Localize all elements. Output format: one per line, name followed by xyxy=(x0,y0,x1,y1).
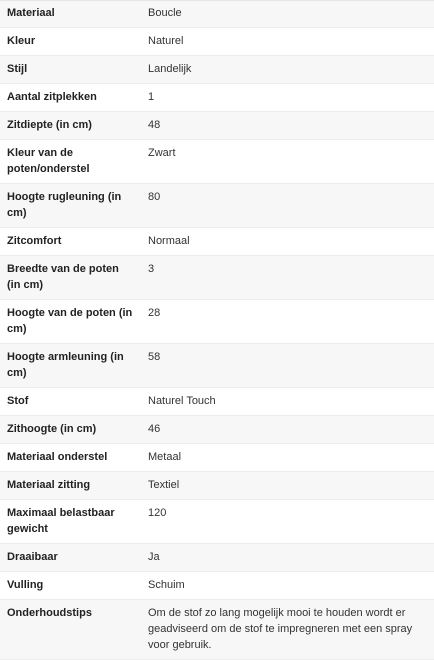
spec-row-vulling xyxy=(0,572,434,600)
spec-row-materiaal-zitting xyxy=(0,472,434,500)
spec-value: Metaal xyxy=(148,451,182,463)
spec-value: 58 xyxy=(148,351,161,363)
spec-row-materiaal-onderstel xyxy=(0,444,434,472)
spec-value: 80 xyxy=(148,191,161,203)
spec-label: Zitcomfort xyxy=(7,235,62,247)
spec-row-breedte-poten xyxy=(0,256,434,300)
spec-label: Zithoogte (in cm) xyxy=(7,423,97,435)
spec-row-aantal-zitplekken xyxy=(0,84,434,112)
spec-label: Hoogte van de poten (in cm) xyxy=(7,307,133,335)
spec-label: Stof xyxy=(7,395,29,407)
spec-value: 3 xyxy=(148,263,155,275)
spec-value: Normaal xyxy=(148,235,190,247)
spec-label: Kleur xyxy=(7,35,36,47)
spec-label: Maximaal belastbaar gewicht xyxy=(7,507,115,535)
spec-row-onderhoudstips xyxy=(0,600,434,660)
spec-value: 48 xyxy=(148,119,161,131)
spec-value: Landelijk xyxy=(148,63,192,75)
spec-row-hoogte-rugleuning xyxy=(0,184,434,228)
spec-value: Naturel xyxy=(148,35,184,47)
spec-label: Aantal zitplekken xyxy=(7,91,97,103)
spec-row-stof xyxy=(0,388,434,416)
spec-value: Schuim xyxy=(148,579,185,591)
spec-value: Zwart xyxy=(148,147,176,159)
spec-value: Om de stof zo lang mogelijk mooi te houden wordt er geadviseerd om de stof te impregneren met een spray voor gebruik. xyxy=(148,607,413,651)
spec-label: Materiaal onderstel xyxy=(7,451,108,463)
spec-value: 1 xyxy=(148,91,155,103)
spec-row-draaibaar xyxy=(0,544,434,572)
spec-row-kleur xyxy=(0,28,434,56)
spec-label: Materiaal zitting xyxy=(7,479,91,491)
spec-label: Materiaal xyxy=(7,7,55,19)
spec-label: Onderhoudstips xyxy=(7,607,92,619)
spec-row-zithoogte xyxy=(0,416,434,444)
spec-label: Draaibaar xyxy=(7,551,58,563)
spec-label: Vulling xyxy=(7,579,44,591)
spec-value: Boucle xyxy=(148,7,182,19)
spec-label: Kleur van de poten/onderstel xyxy=(7,147,90,175)
spec-row-zitdiepte xyxy=(0,112,434,140)
spec-row-materiaal xyxy=(0,0,434,28)
spec-row-zitcomfort xyxy=(0,228,434,256)
spec-row-hoogte-poten xyxy=(0,300,434,344)
spec-value: 28 xyxy=(148,307,161,319)
spec-label: Hoogte rugleuning (in cm) xyxy=(7,191,122,219)
spec-value: 120 xyxy=(148,507,167,519)
spec-label: Stijl xyxy=(7,63,28,75)
spec-row-stijl xyxy=(0,56,434,84)
spec-label: Breedte van de poten (in cm) xyxy=(7,263,119,291)
spec-value: Textiel xyxy=(148,479,180,491)
spec-label: Zitdiepte (in cm) xyxy=(7,119,92,131)
spec-value: Naturel Touch xyxy=(148,395,216,407)
spec-row-hoogte-armleuning xyxy=(0,344,434,388)
top-divider xyxy=(0,0,434,1)
spec-row-maximaal-belastbaar-gewicht xyxy=(0,500,434,544)
spec-label: Hoogte armleuning (in cm) xyxy=(7,351,124,379)
spec-value: 46 xyxy=(148,423,161,435)
spec-value: Ja xyxy=(148,551,160,563)
spec-row-kleur-poten xyxy=(0,140,434,184)
